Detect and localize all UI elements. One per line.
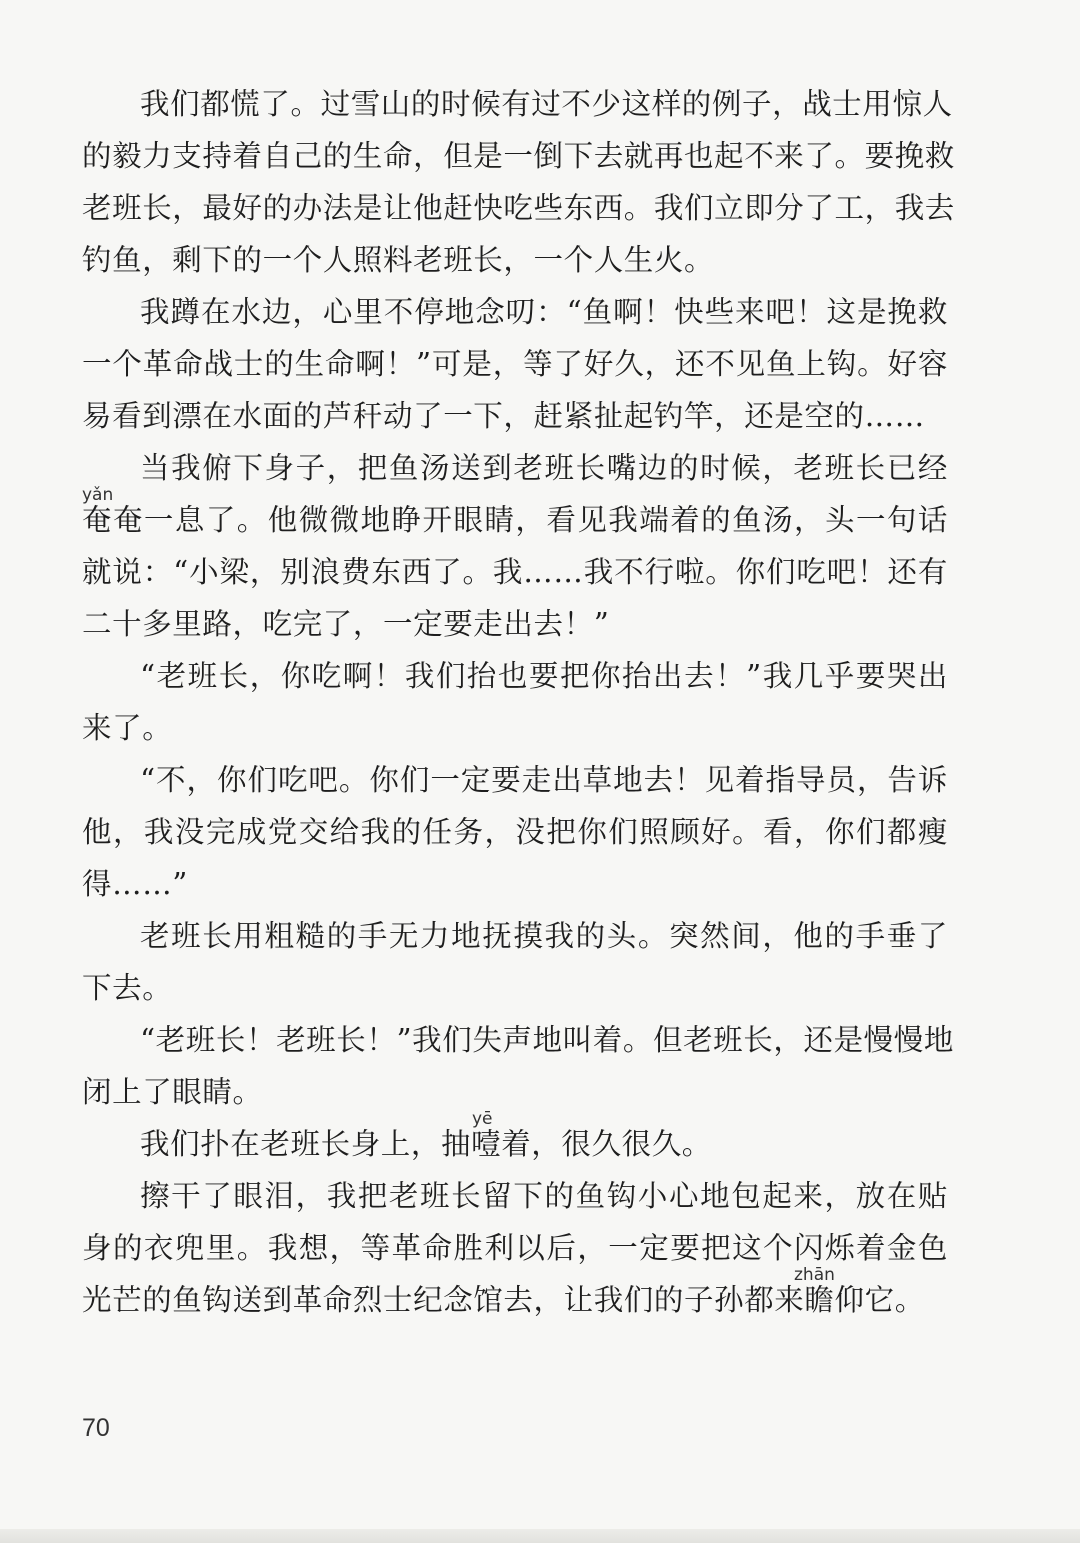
text-line: 钓鱼，剩下的一个人照料老班长，一个人生火。 [82, 243, 715, 277]
text-line: 下去。 [82, 971, 173, 1005]
text-line: 当我俯下身子，把鱼汤送到老班长嘴边的时候，老班长已经 [140, 451, 948, 485]
text-line: 闭上了眼睛。 [82, 1075, 263, 1109]
text-line: 老班长用粗糙的手无力地抚摸我的头。突然间，他的手垂了 [140, 919, 948, 953]
text-line: 一个革命战士的生命啊！”可是，等了好久，还不见鱼上钩。好容 [82, 347, 948, 381]
text-line: 易看到漂在水面的芦秆动了一下，赶紧扯起钓竿，还是空的…… [82, 399, 925, 433]
text-line: 得……” [82, 867, 188, 901]
text-line: 奄奄一息了。他微微地睁开眼睛，看见我端着的鱼汤，头一句话 [82, 503, 948, 537]
text-line: “老班长，你吃啊！我们抬也要把你抬出去！”我几乎要哭出 [140, 659, 948, 693]
text-line: “不，你们吃吧。你们一定要走出草地去！见着指导员，告诉 [140, 763, 948, 797]
text-line: 身的衣兜里。我想，等革命胜利以后，一定要把这个闪烁着金色 [82, 1231, 948, 1265]
text-line: 我们扑在老班长身上，抽噎着，很久很久。 [140, 1127, 712, 1161]
text-line: 来了。 [82, 711, 173, 745]
text-line: 他，我没完成党交给我的任务，没把你们照顾好。看，你们都瘦 [82, 815, 948, 849]
page-edge [0, 1529, 1080, 1543]
pinyin-annotation: zhān [794, 1265, 835, 1285]
text-line: 光芒的鱼钩送到革命烈士纪念馆去，让我们的子孙都来瞻仰它。 [82, 1283, 925, 1317]
page-number: 70 [82, 1414, 110, 1442]
text-line: 我蹲在水边，心里不停地念叨：“鱼啊！快些来吧！这是挽救 [140, 295, 948, 329]
pinyin-annotation: yē [472, 1109, 493, 1129]
text-line: 老班长，最好的办法是让他赶快吃些东西。我们立即分了工，我去 [82, 191, 955, 225]
text-line: “老班长！老班长！”我们失声地叫着。但老班长，还是慢慢地 [140, 1023, 954, 1057]
pinyin-annotation: yǎn [82, 485, 114, 505]
text-line: 的毅力支持着自己的生命，但是一倒下去就再也起不来了。要挽救 [82, 139, 955, 173]
text-line: 擦干了眼泪，我把老班长留下的鱼钩小心地包起来，放在贴 [140, 1179, 948, 1213]
text-line: 我们都慌了。过雪山的时候有过不少这样的例子，战士用惊人 [140, 87, 953, 121]
text-line: 二十多里路，吃完了，一定要走出去！” [82, 607, 610, 641]
text-line: 就说：“小梁，别浪费东西了。我……我不行啦。你们吃吧！还有 [82, 555, 948, 589]
